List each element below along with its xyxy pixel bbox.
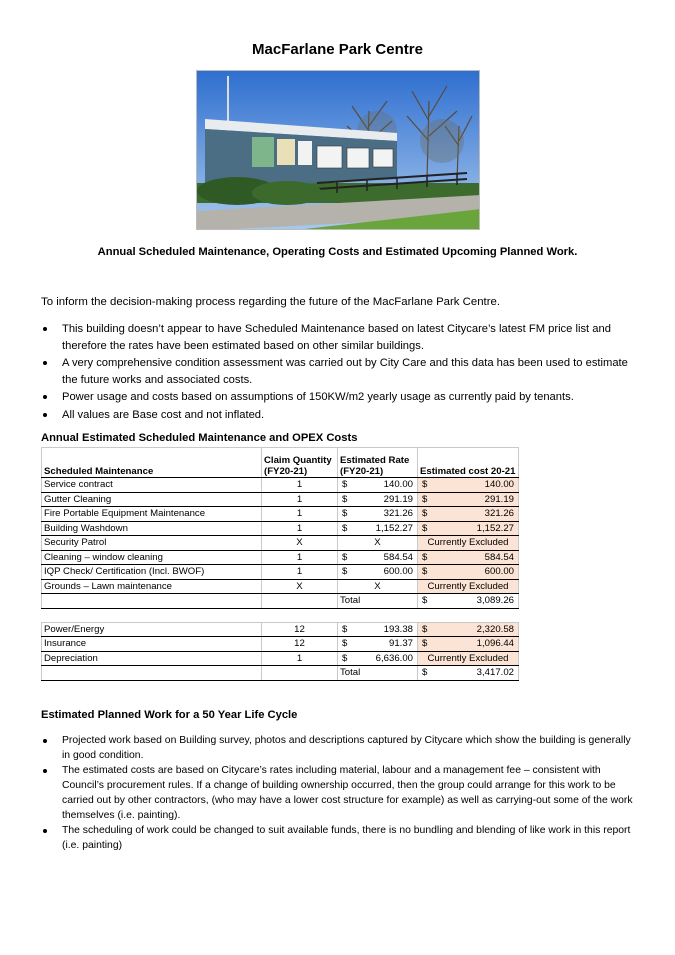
estimated-cost xyxy=(418,507,519,522)
empty-cell xyxy=(338,608,418,622)
currency-symbol: $ xyxy=(342,493,348,505)
estimated-cost xyxy=(418,622,519,637)
empty-cell xyxy=(42,608,262,622)
estimated-cost xyxy=(418,637,519,652)
amount-value: 321.26 xyxy=(383,508,413,520)
table-row xyxy=(42,478,519,493)
currency-symbol: $ xyxy=(342,551,348,563)
page-title: MacFarlane Park Centre xyxy=(252,41,423,58)
empty-cell xyxy=(262,666,338,681)
building-photo xyxy=(196,70,480,230)
item-name: Security Patrol xyxy=(42,536,262,551)
list-item: The estimated costs are based on Citycare’s rates including material, labour and a management fee – consistent with Council’s procurement rules. If a change of building ownership occurred, then the group could arrange for this work to be carried out by other contractors, (who may have a lower cost structure for example) as well as carrying-out some of the work themselves (i.e. painting). xyxy=(41,763,641,823)
item-name: Depreciation xyxy=(42,651,262,666)
amount-value: 3,089.26 xyxy=(476,595,514,607)
item-name: Power/Energy xyxy=(42,622,262,637)
amount-value: 193.38 xyxy=(383,623,413,635)
table-row xyxy=(42,579,519,594)
empty-cell xyxy=(418,608,519,622)
amount-value: 600.00 xyxy=(383,566,413,578)
estimated-rate xyxy=(338,565,418,580)
table-heading: Annual Estimated Scheduled Maintenance and OPEX Costs xyxy=(41,432,358,444)
amount-value: 2,320.58 xyxy=(476,623,514,635)
amount-value: 584.54 xyxy=(383,551,413,563)
estimated-cost: Currently Excluded xyxy=(418,579,519,594)
claim-quantity: 12 xyxy=(262,622,338,637)
amount-value: 140.00 xyxy=(484,479,514,491)
table-row xyxy=(42,492,519,507)
table-row xyxy=(42,565,519,580)
amount-value: 140.00 xyxy=(383,479,413,491)
column-header: Scheduled Maintenance xyxy=(42,448,262,478)
estimated-rate xyxy=(338,492,418,507)
item-name: Service contract xyxy=(42,478,262,493)
total-row xyxy=(42,594,519,609)
estimated-rate: X xyxy=(338,579,418,594)
total-label: Total xyxy=(338,594,418,609)
estimated-rate: X xyxy=(338,536,418,551)
currency-symbol: $ xyxy=(422,508,428,520)
item-name: Building Washdown xyxy=(42,521,262,536)
empty-cell xyxy=(262,594,338,609)
claim-quantity: 1 xyxy=(262,565,338,580)
claim-quantity: 1 xyxy=(262,651,338,666)
planned-work-bullet-list xyxy=(41,733,641,853)
currency-symbol: $ xyxy=(342,638,348,650)
claim-quantity: X xyxy=(262,536,338,551)
currency-symbol: $ xyxy=(342,652,348,664)
estimated-cost xyxy=(418,492,519,507)
estimated-cost: Currently Excluded xyxy=(418,536,519,551)
amount-value: 1,152.27 xyxy=(375,522,413,534)
empty-cell xyxy=(262,608,338,622)
item-name: Grounds – Lawn maintenance xyxy=(42,579,262,594)
empty-cell xyxy=(42,594,262,609)
opex-table xyxy=(41,447,519,681)
list-item: All values are Base cost and not inflated. xyxy=(41,407,641,424)
item-name: Fire Portable Equipment Maintenance xyxy=(42,507,262,522)
total-label: Total xyxy=(338,666,418,681)
column-header: Claim Quantity (FY20-21) xyxy=(262,448,338,478)
table-row xyxy=(42,536,519,551)
claim-quantity: 1 xyxy=(262,492,338,507)
currency-symbol: $ xyxy=(422,493,428,505)
claim-quantity: 1 xyxy=(262,507,338,522)
estimated-rate xyxy=(338,478,418,493)
column-header: Estimated Rate (FY20-21) xyxy=(338,448,418,478)
claim-quantity: X xyxy=(262,579,338,594)
currency-symbol: $ xyxy=(422,638,428,650)
table-row xyxy=(42,637,519,652)
intro-bullet-list xyxy=(41,321,641,424)
list-item: A very comprehensive condition assessment was carried out by City Care and this data has been used to estimate the future works and associated costs. xyxy=(41,355,641,388)
item-name: Gutter Cleaning xyxy=(42,492,262,507)
item-name: IQP Check/ Certification (Incl. BWOF) xyxy=(42,565,262,580)
column-header: Estimated cost 20-21 xyxy=(418,448,519,478)
estimated-cost xyxy=(418,521,519,536)
amount-value: 1,152.27 xyxy=(476,522,514,534)
currency-symbol: $ xyxy=(422,551,428,563)
currency-symbol: $ xyxy=(422,566,428,578)
currency-symbol: $ xyxy=(342,508,348,520)
estimated-rate xyxy=(338,507,418,522)
intro-text: To inform the decision-making process regarding the future of the MacFarlane Park Centre. xyxy=(41,296,501,308)
list-item: This building doesn’t appear to have Scheduled Maintenance based on latest Citycare’s latest FM price list and therefore the rates have been estimated based on other similar buildings. xyxy=(41,321,641,354)
list-item: Projected work based on Building survey, photos and descriptions captured by Citycare which show the building is generally in good condition. xyxy=(41,733,641,763)
estimated-cost xyxy=(418,550,519,565)
claim-quantity: 1 xyxy=(262,478,338,493)
table-header-row xyxy=(42,448,519,478)
estimated-rate xyxy=(338,637,418,652)
empty-cell xyxy=(42,666,262,681)
planned-work-heading: Estimated Planned Work for a 50 Year Life Cycle xyxy=(41,709,298,721)
currency-symbol: $ xyxy=(342,566,348,578)
currency-symbol: $ xyxy=(422,522,428,534)
currency-symbol: $ xyxy=(422,623,428,635)
spacer-row xyxy=(42,608,519,622)
table-row xyxy=(42,651,519,666)
claim-quantity: 1 xyxy=(262,550,338,565)
amount-value: 291.19 xyxy=(383,493,413,505)
document-subtitle: Annual Scheduled Maintenance, Operating Costs and Estimated Upcoming Planned Work. xyxy=(97,246,578,258)
total-row xyxy=(42,666,519,681)
currency-symbol: $ xyxy=(342,522,348,534)
item-name: Cleaning – window cleaning xyxy=(42,550,262,565)
table-row xyxy=(42,507,519,522)
list-item: The scheduling of work could be changed to suit available funds, there is no bundling and blending of like work in this report (i.e. painting) xyxy=(41,823,641,853)
claim-quantity: 1 xyxy=(262,521,338,536)
amount-value: 6,636.00 xyxy=(375,652,413,664)
item-name: Insurance xyxy=(42,637,262,652)
currency-symbol: $ xyxy=(422,479,428,491)
estimated-cost xyxy=(418,565,519,580)
currency-symbol: $ xyxy=(422,595,428,607)
total-value xyxy=(418,666,519,681)
estimated-cost xyxy=(418,478,519,493)
claim-quantity: 12 xyxy=(262,637,338,652)
total-value xyxy=(418,594,519,609)
table-row xyxy=(42,622,519,637)
amount-value: 291.19 xyxy=(484,493,514,505)
table-row xyxy=(42,550,519,565)
estimated-rate xyxy=(338,550,418,565)
amount-value: 91.37 xyxy=(388,638,413,650)
estimated-rate xyxy=(338,622,418,637)
estimated-rate xyxy=(338,651,418,666)
amount-value: 3,417.02 xyxy=(476,667,514,679)
amount-value: 584.54 xyxy=(484,551,514,563)
amount-value: 600.00 xyxy=(484,566,514,578)
currency-symbol: $ xyxy=(422,667,428,679)
estimated-cost: Currently Excluded xyxy=(418,651,519,666)
amount-value: 1,096.44 xyxy=(476,638,514,650)
currency-symbol: $ xyxy=(342,623,348,635)
amount-value: 321.26 xyxy=(484,508,514,520)
currency-symbol: $ xyxy=(342,479,348,491)
estimated-rate xyxy=(338,521,418,536)
list-item: Power usage and costs based on assumptions of 150KW/m2 yearly usage as currently paid by tenants. xyxy=(41,389,641,406)
table-row xyxy=(42,521,519,536)
